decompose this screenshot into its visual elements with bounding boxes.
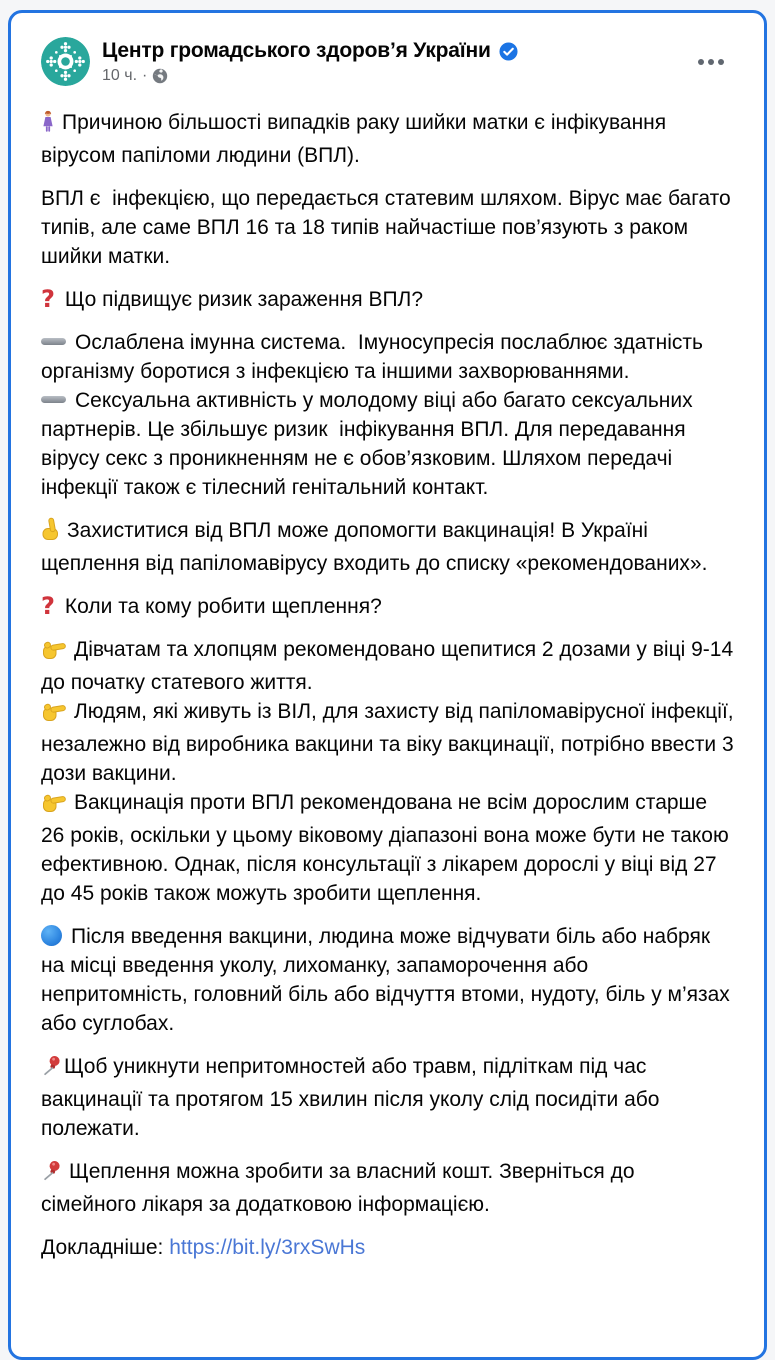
globe-public-icon [152, 68, 168, 84]
post-paragraph [41, 285, 734, 314]
external-link[interactable]: https://bit.ly/3rxSwHs [169, 1236, 366, 1259]
paragraph-text: Захиститися від ВПЛ може допомогти вакцинація! В Україні щеплення від папіломавірусу входить до списку «рекомендованих». [41, 519, 708, 575]
post-paragraph [41, 328, 734, 502]
header-meta [102, 37, 518, 85]
post-paragraph [41, 516, 734, 578]
post-paragraph [41, 635, 740, 908]
list-item [41, 635, 739, 697]
post-more-line [41, 1233, 734, 1262]
post-header [41, 37, 734, 86]
page-avatar[interactable] [41, 37, 90, 86]
list-item-text: Вакцинація проти ВПЛ рекомендована не всім дорослим старше 26 років, оскільки у цьому віковому діапазоні вона може бути не такою ефективною. Однак, після консультації з лікарем дорослі у віці від 27 до 45 років також можуть зробити щеплення. [41, 791, 735, 905]
paragraph-text: Причиною більшості випадків раку шийки матки є інфікування вірусом папіломи людини (ВПЛ). [41, 111, 672, 167]
list-item [41, 788, 734, 908]
post-card-inner [11, 13, 764, 1262]
list-item-text: Дівчатам та хлопцям рекомендовано щепитися 2 дозами у віці 9-14 до початку статевого життя. [41, 638, 739, 694]
ellipsis-dot [718, 59, 724, 65]
list-item-text: Людям, які живуть із ВІЛ, для захисту від папіломавірусної інфекції, незалежно від виробника вакцини та віку вакцинації, потрібно ввести 3 дози вакцини. [41, 700, 740, 785]
woman-standing-icon [41, 109, 55, 141]
index-pointing-right-icon [41, 792, 67, 821]
list-item [41, 386, 734, 502]
paragraph-text: Коли та кому робити щеплення? [64, 595, 382, 618]
post-meta-row [102, 67, 518, 85]
minus-icon [41, 338, 66, 345]
post-paragraph [41, 1157, 734, 1219]
index-pointing-right-icon [41, 639, 67, 668]
list-item [41, 328, 734, 386]
pushpin-icon [41, 1054, 62, 1085]
paragraph-text: Що підвищує ризик зараження ВПЛ? [64, 288, 424, 311]
more-label: Докладніше: [41, 1236, 170, 1259]
facebook-post-card [8, 10, 767, 1360]
paragraph-text: Щоб уникнути непритомностей або травм, підліткам під час вакцинації та протягом 15 хвилин після уколу слід посидіти або полежати. [41, 1055, 666, 1140]
index-pointing-right-icon [41, 701, 67, 730]
blue-circle-icon [41, 925, 62, 946]
paragraph-text: ВПЛ є інфекцією, що передається статевим шляхом. Вірус має багато типів, але саме ВПЛ 16 та 18 типів найчастіше пов’язують з раком шийки матки. [41, 187, 737, 268]
paragraph-text: Після введення вакцини, людина може відчувати біль або набряк на місці введення уколу, лихоманку, запаморочення або непритомність, головний біль або відчуття втоми, нудоту, біль у м’язах або суглобах. [41, 925, 736, 1035]
post-body [41, 108, 740, 1262]
post-options-button[interactable] [692, 53, 730, 71]
ellipsis-dot [708, 59, 714, 65]
index-pointing-up-icon [41, 517, 60, 549]
post-paragraph [41, 592, 734, 621]
post-paragraph [41, 108, 734, 170]
red-question-mark-icon: ? [41, 592, 55, 620]
page-name-link[interactable]: Центр громадського здоров’я України [102, 39, 491, 62]
post-paragraph [41, 1052, 734, 1143]
verified-badge-icon [499, 42, 518, 61]
list-item-text: Сексуальна активність у молодому віці або багато сексуальних партнерів. Це збільшує ризик інфікування ВПЛ. Для передавання вірусу секс з проникненням не є обов’язковим. Шляхом передачі інфекції також є тілесний генітальний контакт. [41, 389, 699, 499]
pushpin-icon [41, 1159, 62, 1190]
minus-icon [41, 396, 66, 403]
post-paragraph [41, 184, 737, 271]
red-question-mark-icon: ? [41, 285, 55, 313]
ellipsis-dot [698, 59, 704, 65]
meta-separator: · [142, 67, 148, 84]
list-item-text: Ослаблена імунна система. Імуносупресія послаблює здатність організму боротися з інфекцією та іншими захворюваннями. [41, 331, 709, 383]
timestamp-link[interactable]: 10 ч. [102, 67, 138, 84]
post-paragraph [41, 922, 734, 1038]
list-item [41, 697, 740, 788]
paragraph-text: Щеплення можна зробити за власний кошт. Зверніться до сімейного лікаря за додатковою інформацією. [41, 1160, 641, 1216]
